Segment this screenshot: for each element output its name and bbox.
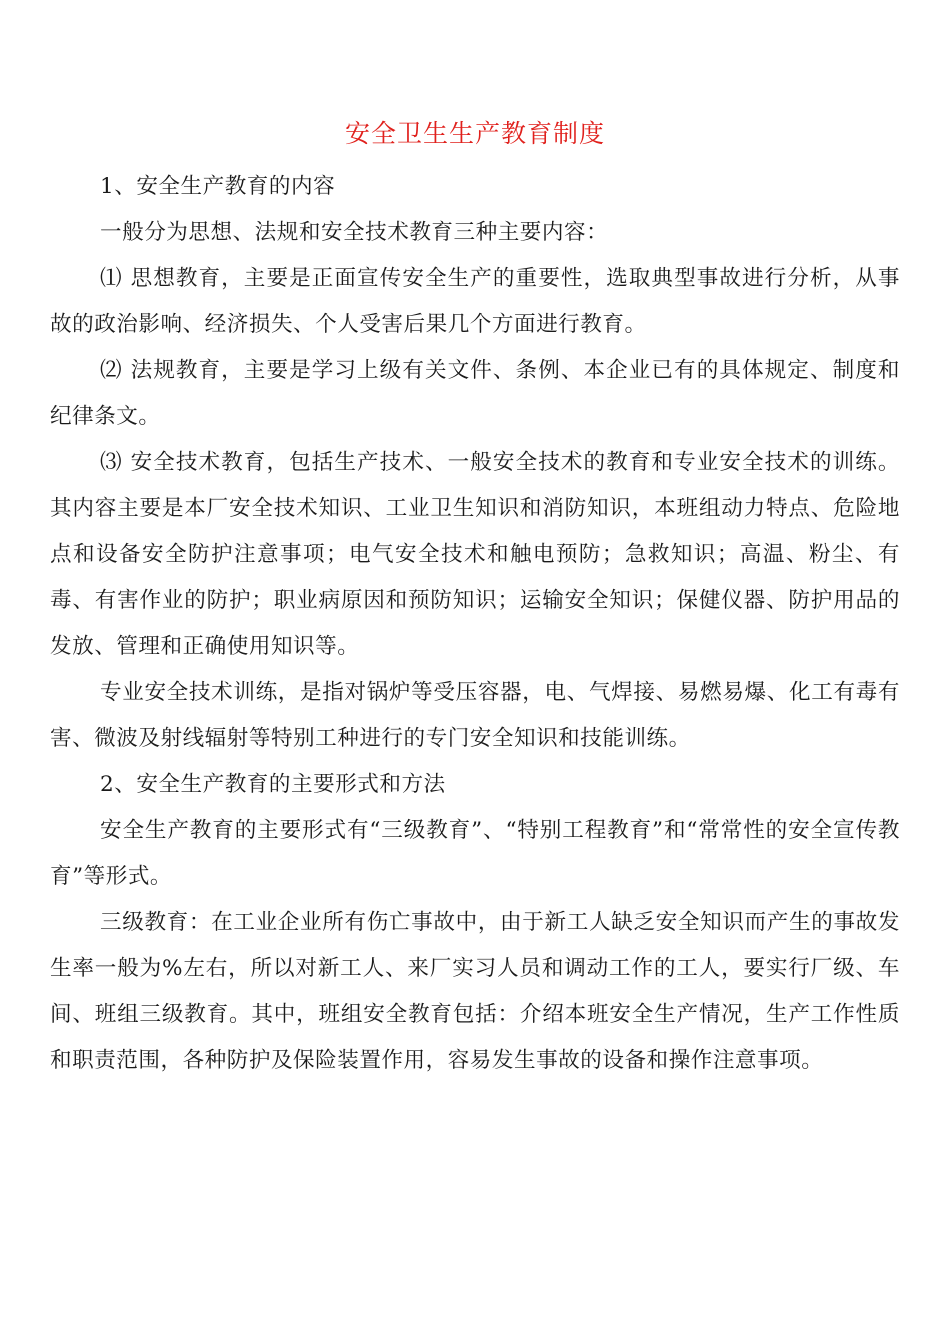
section-heading-1: 1、安全生产教育的内容 [100, 174, 336, 199]
paragraph-technical-education: ⑶ 安全技术教育，包括生产技术、一般安全技术的教育和专业安全技术的训练。其内容主要是本厂安全技术知识、工业卫生知识和消防知识，本班组动力特点、危险地点和设备安全防护注意事项；电气安全技术和触电预防；急救知识；高温、粉尘、有毒、有害作业的防护；职业病原因和预防知识；运输安全知识；保健仪器、防护用品的发放、管理和正确使用知识等。 [50, 450, 900, 659]
paragraph-three-level-education: 三级教育：在工业企业所有伤亡事故中，由于新工人缺乏安全知识而产生的事故发生率一般为%左右，所以对新工人、来厂实习人员和调动工作的工人，要实行厂级、车间、班组三级教育。其中，班组安全教育包括：介绍本班安全生产情况，生产工作性质和职责范围，各种防护及保险装置作用，容易发生事故的设备和操作注意事项。 [50, 910, 900, 1073]
paragraph-ideology-education: ⑴ 思想教育，主要是正面宣传安全生产的重要性，选取典型事故进行分析，从事故的政治影响、经济损失、个人受害后果几个方面进行教育。 [50, 266, 900, 337]
paragraph-regulation-education: ⑵ 法规教育，主要是学习上级有关文件、条例、本企业已有的具体规定、制度和纪律条文。 [50, 358, 900, 429]
document-body [50, 164, 900, 1084]
paragraph-intro: 一般分为思想、法规和安全技术教育三种主要内容： [100, 220, 609, 245]
paragraph-education-forms: 安全生产教育的主要形式有“三级教育”、“特别工程教育”和“常常性的安全宣传教育”等形式。 [50, 818, 900, 889]
document-title: 安全卫生生产教育制度 [344, 119, 605, 148]
paragraph-special-training: 专业安全技术训练，是指对锅炉等受压容器，电、气焊接、易燃易爆、化工有毒有害、微波及射线辐射等特别工种进行的专门安全知识和技能训练。 [50, 680, 900, 751]
section-heading-2: 2、安全生产教育的主要形式和方法 [100, 772, 446, 797]
